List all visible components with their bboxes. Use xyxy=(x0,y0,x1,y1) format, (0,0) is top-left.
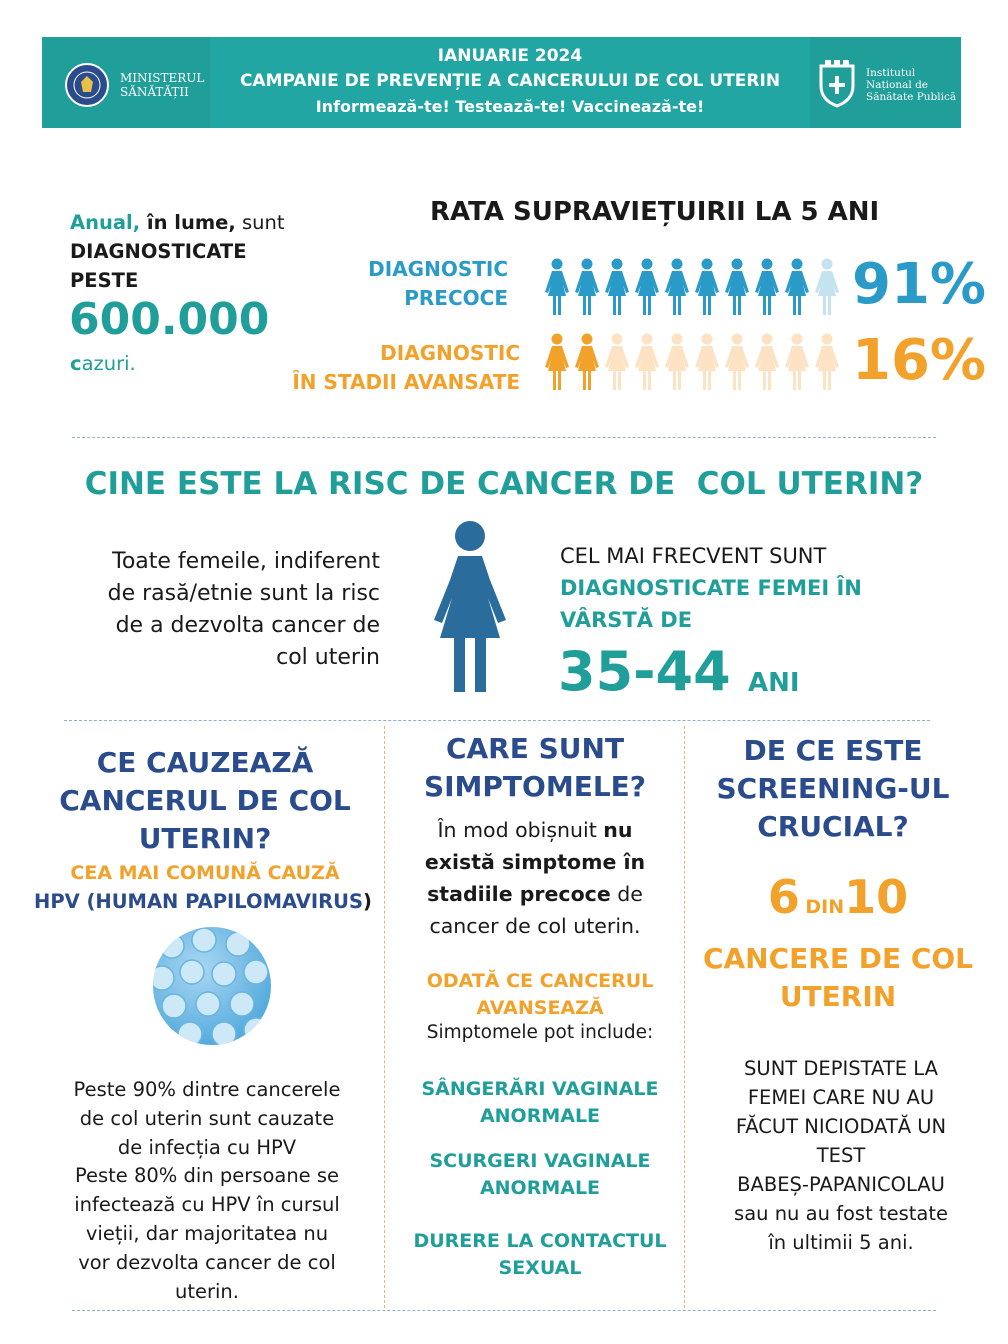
screening-ratio: 6 DIN10 xyxy=(767,870,909,924)
early-figure-filled-icon xyxy=(754,258,780,320)
early-figure-filled-icon xyxy=(544,258,570,320)
ministry-name: MINISTERUL SĂNĂTĂȚII xyxy=(120,71,205,99)
annual-cases-text: Anual, în lume, sunt DIAGNOSTICATE PESTE xyxy=(70,211,285,292)
late-figure-filled-icon xyxy=(574,333,600,395)
late-figure-empty-icon xyxy=(664,333,690,395)
column-divider-left xyxy=(384,726,385,1308)
insp-name: Institutul Național de Sănătate Publică xyxy=(866,67,957,103)
screening-line: FEMEI CARE NU AU xyxy=(747,1086,935,1109)
early-figure-filled-icon xyxy=(784,258,810,320)
late-figure-empty-icon xyxy=(814,333,840,395)
late-percent: 16% xyxy=(852,328,987,393)
hpv-virus-icon xyxy=(152,926,272,1046)
screening-cancer-label: CANCERE DE COL UTERIN xyxy=(702,942,974,1013)
screening-line: în ultimii 5 ani. xyxy=(768,1231,914,1254)
early-diagnosis-label: DIAGNOSTIC PRECOCE xyxy=(368,257,508,310)
cause-line: vor dezvolta cancer de col xyxy=(78,1250,336,1274)
risk-text: Toate femeile, indiferent de rasă/etnie sunt la risc de a dezvolta cancer de col uterin xyxy=(107,549,380,670)
screening-line: SUNT DEPISTATE LA xyxy=(744,1057,938,1080)
late-figure-filled-icon xyxy=(544,333,570,395)
campaign-title: CAMPANIE DE PREVENȚIE A CANCERULUI DE COL UTERIN xyxy=(239,71,781,91)
divider-bottom xyxy=(72,1310,936,1311)
cause-line: Peste 80% din persoane se xyxy=(74,1164,340,1188)
cause-line: de col uterin sunt cauzate xyxy=(79,1106,335,1130)
early-figure-filled-icon xyxy=(724,258,750,320)
divider-1 xyxy=(72,437,936,438)
screening-line: BABEȘ-PAPANICOLAU xyxy=(737,1173,945,1196)
symptom-pain: DURERE LA CONTACTUL SEXUAL xyxy=(413,1230,667,1279)
screening-line: FĂCUT NICIODATĂ UN xyxy=(735,1115,947,1138)
late-figure-empty-icon xyxy=(694,333,720,395)
late-figure-empty-icon xyxy=(784,333,810,395)
screening-line: sau nu au fost testate xyxy=(734,1202,948,1225)
late-figure-empty-icon xyxy=(754,333,780,395)
cause-line: vieții, dar majoritatea nu xyxy=(85,1221,329,1245)
campaign-date: IANUARIE 2024 xyxy=(437,46,583,66)
annual-cases-suffix: cazuri. xyxy=(70,352,136,375)
annual-cases-number: 600.000 xyxy=(69,294,270,345)
campaign-slogan: Informează-te! Testează-te! Vaccinează-te! xyxy=(315,97,705,116)
divider-2 xyxy=(64,720,930,721)
late-diagnosis-label: DIAGNOSTIC ÎN STADII AVANSATE xyxy=(292,341,520,394)
cause-common-label: CEA MAI COMUNĂ CAUZĂ xyxy=(70,862,340,884)
symptoms-advanced-label: ODATĂ CE CANCERUL AVANSEAZĂ xyxy=(426,970,654,1019)
screening-line: TEST xyxy=(816,1144,866,1167)
cause-hpv: HPV (HUMAN PAPILOMAVIRUS) xyxy=(34,890,372,913)
screening-description xyxy=(696,1054,986,1257)
late-figures-row xyxy=(544,333,844,391)
symptom-discharge: SCURGERI VAGINALE ANORMALE xyxy=(429,1150,651,1199)
symptoms-title: CARE SUNT SIMPTOMELE? xyxy=(423,732,647,803)
early-figure-filled-icon xyxy=(694,258,720,320)
late-figure-empty-icon xyxy=(724,333,750,395)
early-figure-filled-icon xyxy=(664,258,690,320)
early-figure-filled-icon xyxy=(604,258,630,320)
late-figure-empty-icon xyxy=(604,333,630,395)
early-figure-filled-icon xyxy=(634,258,660,320)
early-figures-row xyxy=(544,258,844,316)
risk-title: CINE ESTE LA RISC DE CANCER DE COL UTERIN? xyxy=(84,466,924,502)
cause-description xyxy=(46,1076,368,1306)
cause-line: uterin. xyxy=(175,1279,239,1303)
cause-title: CE CAUZEAZĂ CANCERUL DE COL UTERIN? xyxy=(59,746,351,855)
symptom-bleeding: SÂNGERĂRI VAGINALE ANORMALE xyxy=(421,1078,659,1127)
government-emblem-icon xyxy=(64,62,110,108)
symptoms-include: Simptomele pot include: xyxy=(426,1022,654,1043)
late-figure-empty-icon xyxy=(634,333,660,395)
cause-line: infectează cu HPV în cursul xyxy=(74,1193,340,1217)
risk-age-range: 35-44 xyxy=(558,640,731,703)
symptoms-intro: În mod obișnuit nu există simptome în stadiile precoce de cancer de col uterin. xyxy=(424,818,646,938)
risk-frequency: CEL MAI FRECVENT SUNT DIAGNOSTICATE FEMEI ÎN VÂRSTĂ DE xyxy=(560,544,862,632)
cause-line: Peste 90% dintre cancerele xyxy=(73,1078,341,1101)
cause-line: de infecția cu HPV xyxy=(117,1135,297,1159)
survival-title: RATA SUPRAVIEȚUIRII LA 5 ANI xyxy=(430,197,880,227)
risk-age-unit: ANI xyxy=(748,668,800,698)
early-figure-empty-icon xyxy=(814,258,840,320)
woman-icon xyxy=(428,520,512,696)
early-percent: 91% xyxy=(852,252,987,317)
screening-title: DE CE ESTE SCREENING-UL CRUCIAL? xyxy=(716,734,950,843)
early-figure-filled-icon xyxy=(574,258,600,320)
insp-logo-icon xyxy=(817,60,857,108)
